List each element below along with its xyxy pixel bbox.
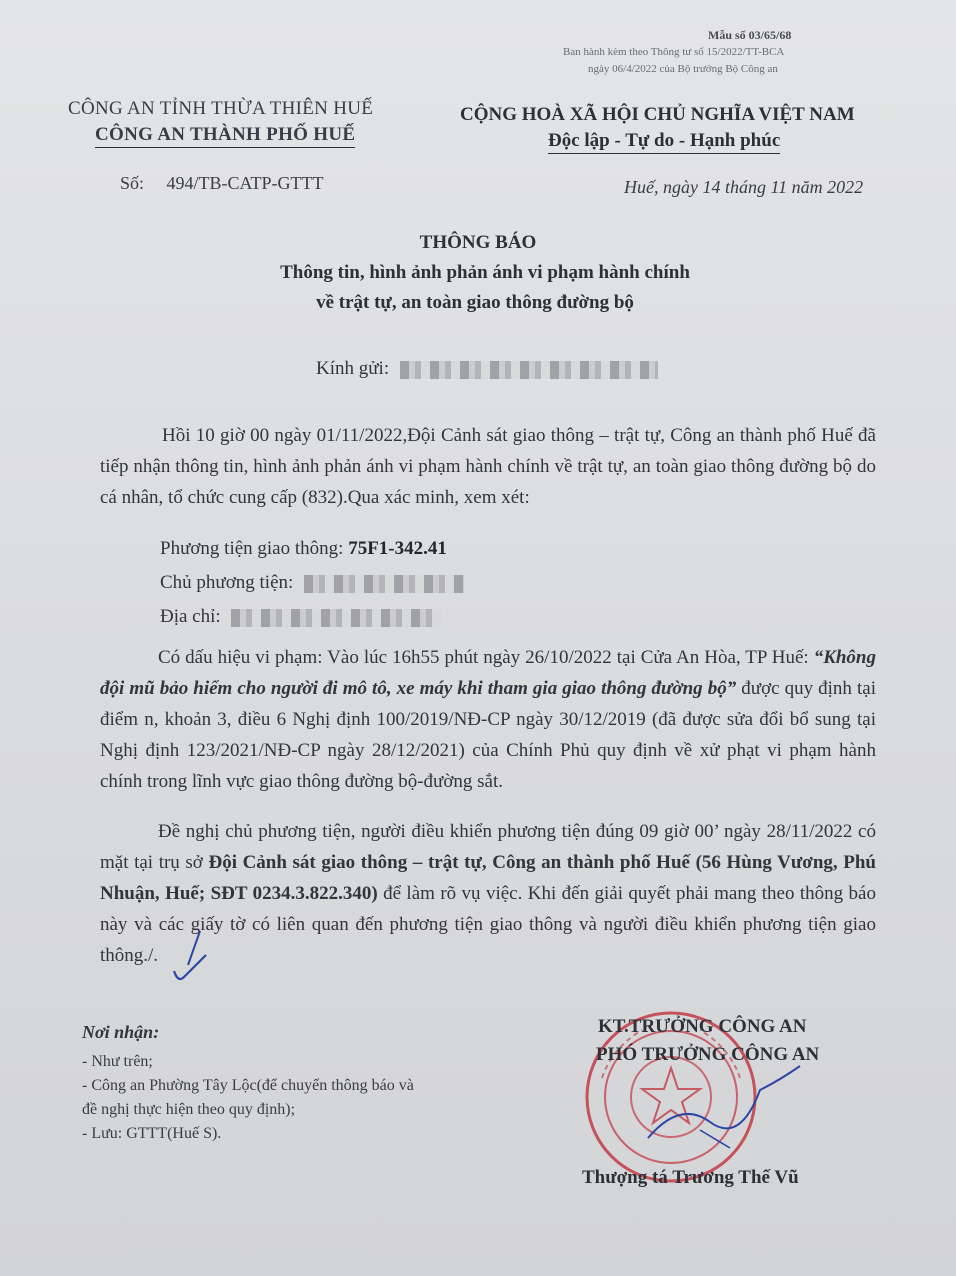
national-motto: Độc lập - Tự do - Hạnh phúc [548,130,780,152]
pen-check-mark [160,925,220,985]
paragraph-received: Hồi 10 giờ 00 ngày 01/11/2022,Đội Cảnh sát giao thông – trật tự, Công an thành phố Huế đã tiếp nhận thông tin, hình ảnh phản ánh vi phạm hành chính về trật tự, an toàn giao thông đường bộ do cá nhân, tổ chức cung cấp (832).Qua xác minh, xem xét: [100,425,876,508]
vehicle-line: Phương tiện giao thông: 75F1-342.41 [160,538,447,559]
place-date: Huế, ngày 14 tháng 11 năm 2022 [624,177,864,197]
agency-name: CÔNG AN THÀNH PHỐ HUẾ [95,124,355,146]
receiver-item-2: - Công an Phường Tây Lộc(để chuyển thông báo và [82,1077,414,1094]
document-title: THÔNG BÁO [419,232,537,253]
vehicle-plate: 75F1-342.41 [348,538,447,559]
owner-line: Chủ phương tiện: [160,572,464,594]
form-number: Mẫu số 03/65/68 [708,28,792,42]
receiver-item-3: đề nghị thực hiện theo quy định); [82,1101,296,1118]
document-subtitle-2: về trật tự, an toàn giao thông đường bộ [316,292,634,313]
redacted-recipient [400,361,658,379]
handwritten-signature [640,1060,810,1160]
redacted-owner [304,575,464,593]
receiver-item-4: - Lưu: GTTT(Huế S). [82,1125,222,1142]
recipient-line: Kính gửi: [316,358,658,380]
receivers-title: Nơi nhận: [82,1022,160,1042]
redacted-address [231,609,441,627]
form-issued-line1: Ban hành kèm theo Thông tư số 15/2022/TT-BCA [563,46,785,58]
receiver-item-1: - Như trên; [82,1053,153,1070]
country-name: CỘNG HOÀ XÃ HỘI CHỦ NGHĨA VIỆT NAM [460,104,855,125]
signature-title-1: KT.TRƯỞNG CÔNG AN [598,1016,807,1037]
address-line: Địa chỉ: [160,606,441,628]
paragraph-violation: Có dấu hiệu vi phạm: Vào lúc 16h55 phút ngày 26/10/2022 tại Cửa An Hòa, TP Huế: “Không đội mũ bảo hiểm cho người đi mô tô, xe máy khi tham gia giao thông đường bộ” được quy định tại điểm n, khoản 3, điều 6 Nghị định 100/2019/NĐ-CP ngày 30/12/2019 (đã được sửa đổi bổ sung tại Nghị định 123/2021/NĐ-CP ngày 28/12/2021) của Chính Phủ quy định về xử phạt vi phạm hành chính trong lĩnh vực giao thông đường bộ-đường sắt. [100,647,876,792]
paragraph-request: Đề nghị chủ phương tiện, người điều khiển phương tiện đúng 09 giờ 00’ ngày 28/11/2022 có mặt tại trụ sở Đội Cảnh sát giao thông – trật tự, Công an thành phố Huế (56 Hùng Vương, Phú Nhuận, Huế; SĐT 0234.3.822.340) để làm rõ vụ việc. Khi đến giải quyết phải mang theo thông báo này và các giấy tờ có liên quan đến phương tiện giao thông và người điều khiển phương tiện giao thông./. [100,821,876,966]
form-issued-line2: ngày 06/4/2022 của Bộ trưởng Bộ Công an [588,63,778,75]
agency-parent: CÔNG AN TỈNH THỪA THIÊN HUẾ [68,98,374,119]
signer-name: Thượng tá Trương Thế Vũ [582,1167,799,1188]
document-subtitle-1: Thông tin, hình ảnh phản ánh vi phạm hành chính [280,262,690,283]
document-number: Số: 494/TB-CATP-GTTT [120,173,324,193]
signature-title-2: PHÓ TRƯỞNG CÔNG AN [596,1044,820,1065]
